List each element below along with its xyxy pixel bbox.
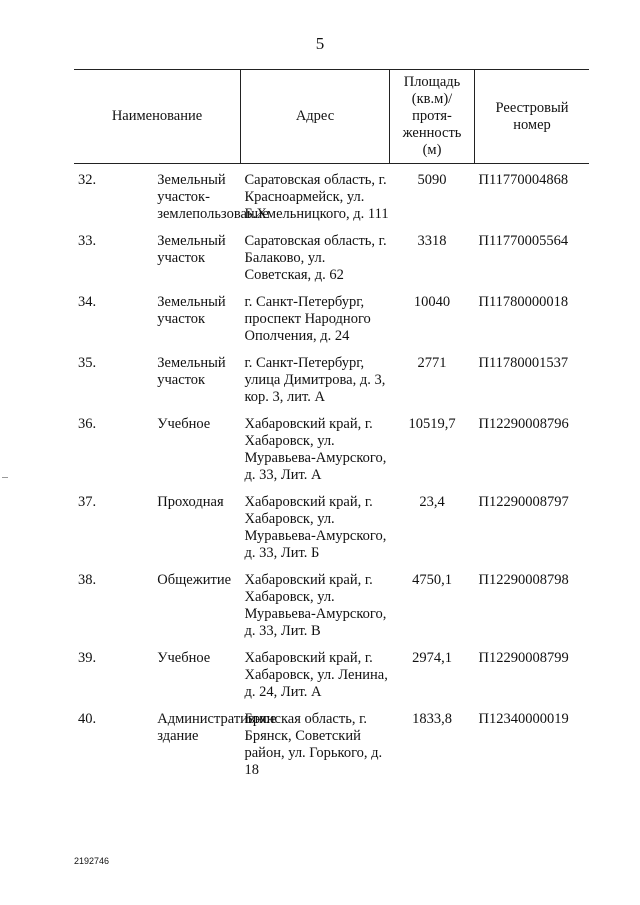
row-name: Административное здание [157,711,277,744]
row-address: Хабаровский край, г. Хабаровск, ул. Муравьева-Амурского, д. 33, Лит. В [244,572,387,639]
row-name: Учебное [157,416,211,432]
row-number: 37. [78,494,97,510]
row-number: 36. [78,416,97,432]
row-number: 32. [78,172,97,188]
document-code: 2192746 [74,856,110,866]
row-registry-number: П12290008797 [478,494,569,510]
row-name: Общежитие [157,572,232,588]
page-number: 5 [315,34,325,53]
table-row [74,164,589,224]
row-registry-number: П11770004868 [478,172,569,188]
row-registry-number: П12290008796 [478,416,569,432]
row-address: Брянская область, г. Брянск, Советский район, ул. Горького, д. 18 [244,711,383,778]
table-row [74,345,589,406]
row-name: Земельный участок [157,233,226,266]
row-name: Земельный участок-землепользование [157,172,269,222]
row-registry-number: П12290008798 [478,572,569,588]
table-row [74,223,589,284]
row-name: Учебное [157,650,211,666]
row-registry-number: П12340000019 [478,711,569,727]
row-address: Хабаровский край, г. Хабаровск, ул. Муравьева-Амурского, д. 33, Лит. Б [244,494,387,561]
table-row [74,406,589,484]
table-row [74,284,589,345]
row-address: Хабаровский край, г. Хабаровск, ул. Ленина, д. 24, Лит. А [244,650,388,700]
row-area: 5090 [417,172,447,188]
table-row [74,640,589,701]
row-address: г. Санкт-Петербург, улица Димитрова, д. 3, кор. 3, лит. А [244,355,386,405]
table-row [74,562,589,640]
header-address: Адрес [241,70,390,164]
row-area: 4750,1 [412,572,452,588]
row-address: Саратовская область, г. Красноармейск, ул. Б.Хмельницкого, д. 111 [244,172,389,222]
row-area: 2771 [417,355,447,371]
row-number: 38. [78,572,97,588]
table-header-row [74,70,589,164]
header-name: Наименование [74,70,241,164]
row-number: 34. [78,294,97,310]
row-address: г. Санкт-Петербург, проспект Народного Ополчения, д. 24 [244,294,371,344]
row-name: Земельный участок [157,294,226,327]
row-address: Хабаровский край, г. Хабаровск, ул. Муравьева-Амурского, д. 33, Лит. А [244,416,387,483]
row-number: 35. [78,355,97,371]
row-number: 33. [78,233,97,249]
row-address: Саратовская область, г. Балаково, ул. Советская, д. 62 [244,233,387,283]
row-registry-number: П11770005564 [478,233,569,249]
row-area: 1833,8 [412,711,452,727]
row-registry-number: П11780001537 [478,355,569,371]
row-registry-number: П11780000018 [478,294,569,310]
header-registry: Реестровый номер [475,70,590,164]
row-number: 40. [78,711,97,727]
property-table [74,69,570,779]
row-name: Проходная [157,494,224,510]
row-area: 23,4 [419,494,445,510]
row-registry-number: П12290008799 [478,650,569,666]
row-name: Земельный участок [157,355,226,388]
row-number: 39. [78,650,97,666]
margin-mark [2,477,8,478]
table-row [74,484,589,562]
header-area: Площадь (кв.м)/протя-женность (м) [390,70,475,164]
row-area: 2974,1 [412,650,452,666]
table-row [74,701,589,779]
row-area: 3318 [417,233,447,249]
row-area: 10519,7 [408,416,456,432]
row-area: 10040 [413,294,451,310]
